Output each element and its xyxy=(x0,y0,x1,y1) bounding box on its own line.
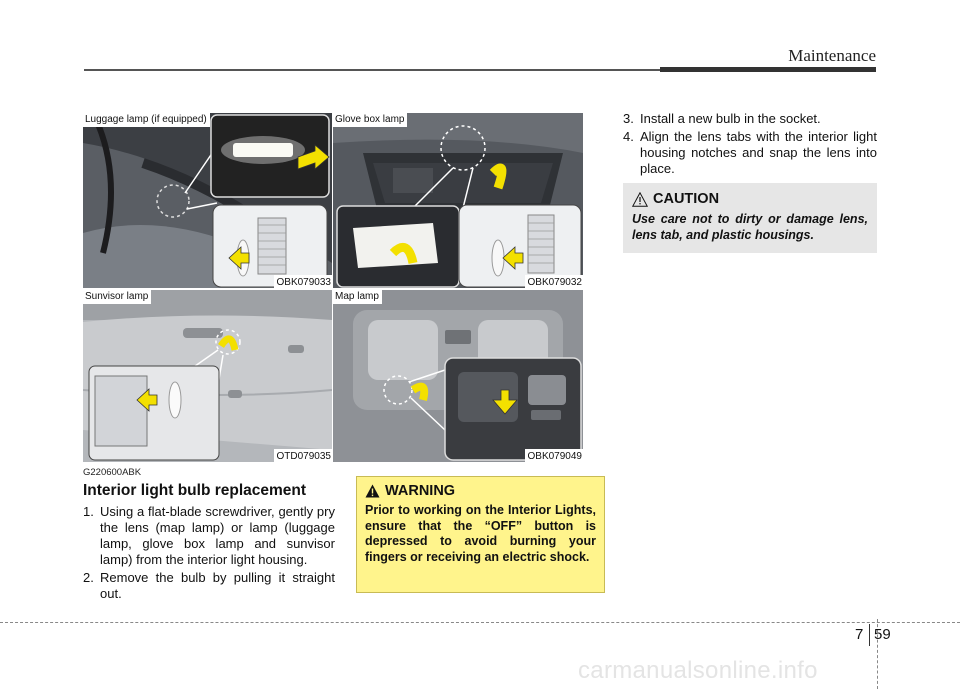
footer-rule xyxy=(0,622,960,623)
caution-title: CAUTION xyxy=(653,191,720,207)
map-lamp-photo xyxy=(333,290,583,462)
glove-box-lamp-photo xyxy=(333,113,583,288)
warning-text: Prior to working on the Interior Lights, ensure that the “OFF” button is depressed to avoid burning your fingers or receiving an electric shock. xyxy=(365,503,596,564)
step-item xyxy=(83,504,335,568)
step-item xyxy=(623,129,877,177)
header-rule xyxy=(84,69,660,71)
chapter-number: 7 xyxy=(855,626,864,643)
photo-label: Glove box lamp xyxy=(333,113,407,127)
step-number: 1. xyxy=(83,504,94,519)
watermark: carmanualsonline.info xyxy=(578,657,818,684)
header-title: Maintenance xyxy=(788,46,876,65)
warning-box xyxy=(356,476,605,593)
warning-triangle-icon xyxy=(365,484,380,498)
page-separator xyxy=(869,624,870,646)
caution-text: Use care not to dirty or damage lens, lens tab, and plastic housings. xyxy=(632,212,868,242)
step-number: 2. xyxy=(83,570,94,585)
luggage-lamp-photo xyxy=(83,113,332,288)
step-number: 3. xyxy=(623,111,634,126)
section-code: G220600ABK xyxy=(83,467,142,478)
steps-list-left xyxy=(83,504,335,604)
steps-list-right xyxy=(623,111,877,179)
step-item xyxy=(83,570,335,602)
warning-title: WARNING xyxy=(385,483,456,499)
step-text: Align the lens tabs with the interior light housing notches and snap the lens into place. xyxy=(640,129,877,176)
photo-label: Luggage lamp (if equipped) xyxy=(83,113,210,127)
photo-code: OTD079035 xyxy=(274,449,332,462)
step-text: Install a new bulb in the socket. xyxy=(640,111,821,126)
step-item xyxy=(623,111,877,127)
section-heading: Interior light bulb replacement xyxy=(83,482,307,499)
photo-label: Map lamp xyxy=(333,290,382,304)
sunvisor-lamp-photo xyxy=(83,290,332,462)
page-number: 59 xyxy=(874,626,891,643)
step-text: Using a flat-blade screwdriver, gently pry the lens (map lamp) or lamp (luggage lamp, glove box lamp and sunvisor lamp) from the interior light housing. xyxy=(100,504,335,567)
step-text: Remove the bulb by pulling it straight out. xyxy=(100,570,335,601)
caution-triangle-icon xyxy=(632,192,648,207)
caution-box xyxy=(623,183,877,253)
photo-label: Sunvisor lamp xyxy=(83,290,151,304)
photo-code: OBK079049 xyxy=(525,449,584,462)
photo-code: OBK079032 xyxy=(525,275,584,288)
header-rule-accent xyxy=(660,67,876,72)
step-number: 4. xyxy=(623,129,634,144)
photo-code: OBK079033 xyxy=(274,275,333,288)
